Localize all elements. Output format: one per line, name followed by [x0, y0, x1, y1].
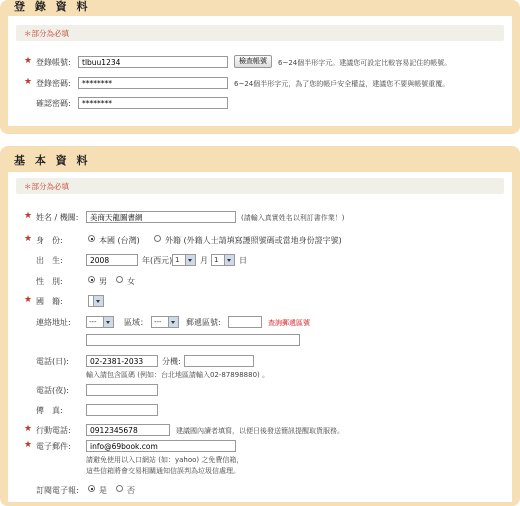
basic-panel-body — [8, 172, 512, 502]
gender-label: 性 別: — [36, 277, 63, 286]
identity-local-radio[interactable] — [88, 235, 95, 242]
required-star-icon: ★ — [24, 56, 33, 66]
fax-label: 傳 真: — [36, 406, 63, 415]
chevron-down-icon — [103, 317, 113, 327]
identity-foreign-radio[interactable] — [154, 235, 161, 242]
fax-input[interactable] — [86, 404, 158, 416]
zip-label: 郵遞區號: — [186, 318, 221, 327]
identity-local-label: 本國 (台灣) — [99, 236, 140, 245]
zip-input[interactable] — [228, 316, 262, 328]
newsletter-yes-radio[interactable] — [88, 485, 95, 492]
phone-night-input[interactable] — [86, 384, 158, 396]
email-input[interactable]: info@69book.com — [86, 440, 236, 452]
birth-day-select[interactable] — [211, 254, 235, 266]
phone-day-label: 電話(日): — [36, 357, 69, 366]
gender-male-label: 男 — [99, 277, 107, 286]
birth-month-select[interactable] — [172, 254, 196, 266]
identity-label: 身 份: — [36, 236, 63, 245]
password-hint: 6~24個半形字元，為了您的帳戶安全權益，建議您不要與帳號重覆。 — [234, 80, 450, 88]
username-hint: 6~24個半形字元。建議您可設定比較容易記住的帳號。 — [278, 59, 452, 67]
district-label: 區域： — [124, 318, 148, 327]
birth-label: 出 生: — [36, 256, 63, 265]
phone-night-label: 電話(夜): — [36, 386, 69, 395]
email-hint-2: 這些信箱將會交易相關通知信誤判為垃圾信處理。 — [86, 467, 240, 475]
basic-panel — [0, 146, 520, 506]
chevron-down-icon — [93, 296, 103, 306]
username-input[interactable]: tlbuu1234 — [78, 56, 228, 68]
gender-male-radio[interactable] — [88, 276, 95, 283]
newsletter-no-label: 否 — [127, 486, 135, 495]
phone-hint: 輸入請包含區碼 (例如：台北地區請輸入02-87898880) 。 — [86, 371, 269, 379]
birth-month-unit: 月 — [200, 256, 208, 265]
birth-month-value: 1 — [175, 256, 180, 264]
basic-panel-title: 基 本 資 料 — [14, 154, 91, 167]
address-input[interactable] — [86, 334, 300, 346]
ext-label: 分機: — [162, 357, 181, 366]
identity-foreign-label: 外籍 (外籍人士請填寫護照號碼或當地身份證字號) — [165, 236, 342, 245]
mobile-hint: 建議國內讀者填寫，以便日後發送簡訊提醒取貨服務。 — [176, 427, 344, 435]
ext-input[interactable] — [184, 355, 254, 367]
zip-lookup-link[interactable]: 查詢郵遞區號 — [268, 319, 310, 327]
confirm-password-input[interactable]: ******** — [78, 97, 228, 109]
country-label: 國 籍: — [36, 297, 63, 306]
city-value: --- — [89, 318, 97, 326]
district-select[interactable] — [151, 316, 179, 328]
required-star-icon: ★ — [24, 295, 33, 305]
check-username-button[interactable]: 檢查帳號 — [234, 55, 272, 68]
birth-day-value: 1 — [214, 256, 219, 264]
password-label: 登錄密碼: — [36, 79, 71, 88]
mobile-label: 行動電話: — [36, 426, 71, 435]
country-select[interactable] — [88, 295, 104, 307]
required-star-icon: ★ — [24, 234, 33, 244]
name-hint: (請輸入真實姓名以利訂書作業！) — [241, 214, 345, 222]
username-label: 登錄帳號: — [36, 58, 71, 67]
mobile-input[interactable]: 0912345678 — [86, 424, 170, 436]
district-value: --- — [154, 318, 162, 326]
city-select[interactable] — [86, 316, 114, 328]
email-hint-1: 請避免使用以入口網站 (如：yahoo) 之免費信箱， — [86, 456, 244, 464]
gender-female-radio[interactable] — [116, 276, 123, 283]
address-label: 連絡地址: — [36, 318, 71, 327]
email-label: 電子郵件: — [36, 442, 71, 451]
chevron-down-icon — [224, 255, 234, 265]
newsletter-yes-label: 是 — [99, 486, 107, 495]
newsletter-no-radio[interactable] — [116, 485, 123, 492]
name-input[interactable]: 美商天龍圖書網 — [86, 211, 236, 223]
confirm-password-label: 確認密碼: — [36, 99, 71, 108]
password-input[interactable]: ******** — [78, 77, 228, 89]
account-panel — [0, 0, 520, 134]
birth-year-unit: 年(西元) — [142, 256, 173, 265]
chevron-down-icon — [168, 317, 178, 327]
chevron-down-icon — [185, 255, 195, 265]
required-star-icon: ★ — [24, 440, 33, 450]
account-panel-title: 登 錄 資 料 — [14, 0, 91, 13]
birth-day-unit: 日 — [239, 256, 247, 265]
account-panel-body — [8, 16, 512, 126]
required-note-bar — [16, 25, 504, 41]
required-note: ＊部分為必填 — [24, 182, 69, 191]
phone-day-input[interactable]: 02-2381-2033 — [86, 355, 158, 367]
required-star-icon: ★ — [24, 211, 33, 221]
name-label: 姓名 / 機關: — [36, 213, 79, 222]
required-note-bar — [16, 178, 504, 194]
required-star-icon: ★ — [24, 77, 33, 87]
gender-female-label: 女 — [127, 277, 135, 286]
birth-year-input[interactable]: 2008 — [86, 254, 138, 266]
newsletter-label: 訂閱電子報: — [36, 486, 79, 495]
required-note: ＊部分為必填 — [24, 29, 69, 38]
required-star-icon: ★ — [24, 424, 33, 434]
